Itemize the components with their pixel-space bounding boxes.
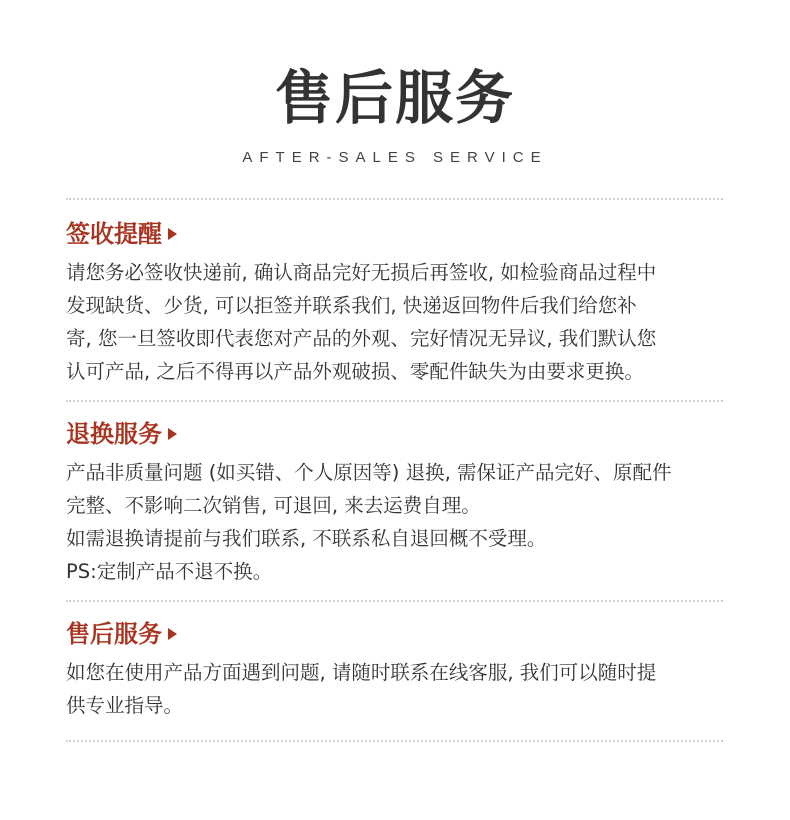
triangle-right-icon	[168, 428, 177, 440]
text-line: 请您务必签收快递前, 确认商品完好无损后再签收, 如检验商品过程中	[66, 261, 657, 284]
section-title	[66, 418, 726, 450]
text-line: 发现缺货、少货, 可以拒签并联系我们, 快递返回物件后我们给您补	[66, 294, 637, 317]
text-line: 寄, 您一旦签收即代表您对产品的外观、完好情况无异议, 我们默认您	[66, 327, 657, 350]
section-title-text: 签收提醒	[66, 220, 162, 248]
text-line: 认可产品, 之后不得再以产品外观破损、零配件缺失为由要求更换。	[66, 360, 644, 383]
text-line: 产品非质量问题 (如买错、个人原因等) 退换, 需保证产品完好、原配件	[66, 461, 672, 484]
section-title	[66, 218, 726, 250]
page-title: 售后服务	[274, 64, 515, 132]
section-title	[66, 618, 726, 650]
section-title-text: 退换服务	[66, 420, 162, 448]
text-line: PS:定制产品不退不换。	[66, 560, 273, 583]
page-header	[0, 58, 790, 168]
section-return-exchange	[66, 418, 726, 588]
text-line: 供专业指导。	[66, 694, 184, 717]
text-line: 如您在使用产品方面遇到问题, 请随时联系在线客服, 我们可以随时提	[66, 661, 657, 684]
section-text	[66, 656, 726, 722]
triangle-right-icon	[168, 628, 177, 640]
text-line: 完整、不影响二次销售, 可退回, 来去运费自理。	[66, 494, 481, 517]
section-sign-reminder	[66, 218, 726, 388]
divider-1	[66, 400, 723, 402]
divider-2	[66, 600, 723, 602]
triangle-right-icon	[168, 228, 177, 240]
page-subtitle: AFTER-SALES SERVICE	[242, 149, 548, 166]
divider-bottom	[66, 740, 723, 742]
section-text	[66, 256, 726, 388]
text-line: 如需退换请提前与我们联系, 不联系私自退回概不受理。	[66, 527, 547, 550]
section-after-sales	[66, 618, 726, 722]
divider-top	[66, 198, 723, 200]
section-text	[66, 456, 726, 588]
section-title-text: 售后服务	[66, 620, 162, 648]
